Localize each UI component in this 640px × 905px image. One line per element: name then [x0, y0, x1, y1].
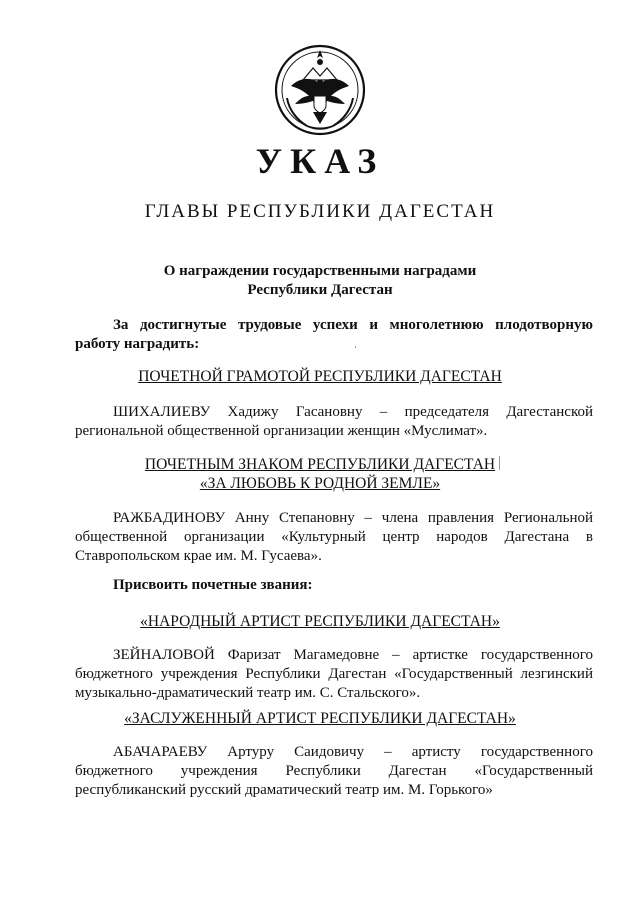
- award2-line-2: общественной организации «Культурный центр народов Дагестана в: [75, 529, 593, 545]
- award1-line-1: ШИХАЛИЕВУ Хадижу Гасановну – председателя Дагестанской: [113, 404, 593, 420]
- intro-line-2: работу наградить:: [75, 336, 200, 352]
- coat-of-arms-emblem: [273, 40, 367, 140]
- award3-line-2: бюджетного учреждения Республики Дагестан «Государственный лезгинский: [75, 666, 593, 682]
- award3-line-1: ЗЕЙНАЛОВОЙ Фаризат Магамедовне – артистке государственного: [113, 647, 593, 663]
- scan-speck: [355, 346, 356, 348]
- document-issuer: ГЛАВЫ РЕСПУБЛИКИ ДАГЕСТАН: [144, 201, 496, 222]
- award4-line-1: АБАЧАРАЕВУ Артуру Саидовичу – артисту государственного: [113, 744, 593, 760]
- award-paragraph-3: [75, 646, 593, 703]
- subject-line-2: Республики Дагестан: [247, 282, 393, 298]
- award4-line-2: бюджетного учреждения Республики Дагестан «Государственный: [75, 763, 593, 779]
- award2-heading-line-2: «ЗА ЛЮБОВЬ К РОДНОЙ ЗЕМЛЕ»: [199, 475, 441, 492]
- scan-speck: [499, 456, 500, 470]
- subject-line-1: О награждении государственными наградами: [163, 263, 477, 279]
- award-paragraph-4: [75, 743, 593, 800]
- award3-line-3: музыкально-драматический театр им. С. Стальского».: [75, 685, 421, 701]
- titles-intro: Присвоить почетные звания:: [113, 577, 313, 593]
- award-heading-peoples-artist: «НАРОДНЫЙ АРТИСТ РЕСПУБЛИКИ ДАГЕСТАН»: [140, 613, 500, 630]
- document-title: УКАЗ: [255, 141, 385, 181]
- document-subject: [0, 262, 640, 300]
- award2-heading-line-1: ПОЧЕТНЫМ ЗНАКОМ РЕСПУБЛИКИ ДАГЕСТАН: [144, 456, 496, 473]
- award4-line-3: республиканский русский драматический театр им. М. Горького»: [75, 782, 493, 798]
- award2-line-3: Ставропольском крае им. М. Гусаева».: [75, 548, 322, 564]
- intro-paragraph: [75, 316, 593, 354]
- intro-line-1: За достигнутые трудовые успехи и многолетнюю плодотворную: [113, 317, 593, 333]
- award-paragraph-1: [75, 403, 593, 441]
- award2-line-1: РАЖБАДИНОВУ Анну Степановну – члена правления Региональной: [113, 510, 593, 526]
- award-heading-honorary-badge: [0, 455, 640, 493]
- award1-line-2: региональной общественной организации женщин «Муслимат».: [75, 423, 488, 439]
- award-heading-honored-artist: «ЗАСЛУЖЕННЫЙ АРТИСТ РЕСПУБЛИКИ ДАГЕСТАН»: [124, 710, 516, 727]
- award-paragraph-2: [75, 509, 593, 566]
- award-heading-honorary-certificate: ПОЧЕТНОЙ ГРАМОТОЙ РЕСПУБЛИКИ ДАГЕСТАН: [138, 368, 502, 385]
